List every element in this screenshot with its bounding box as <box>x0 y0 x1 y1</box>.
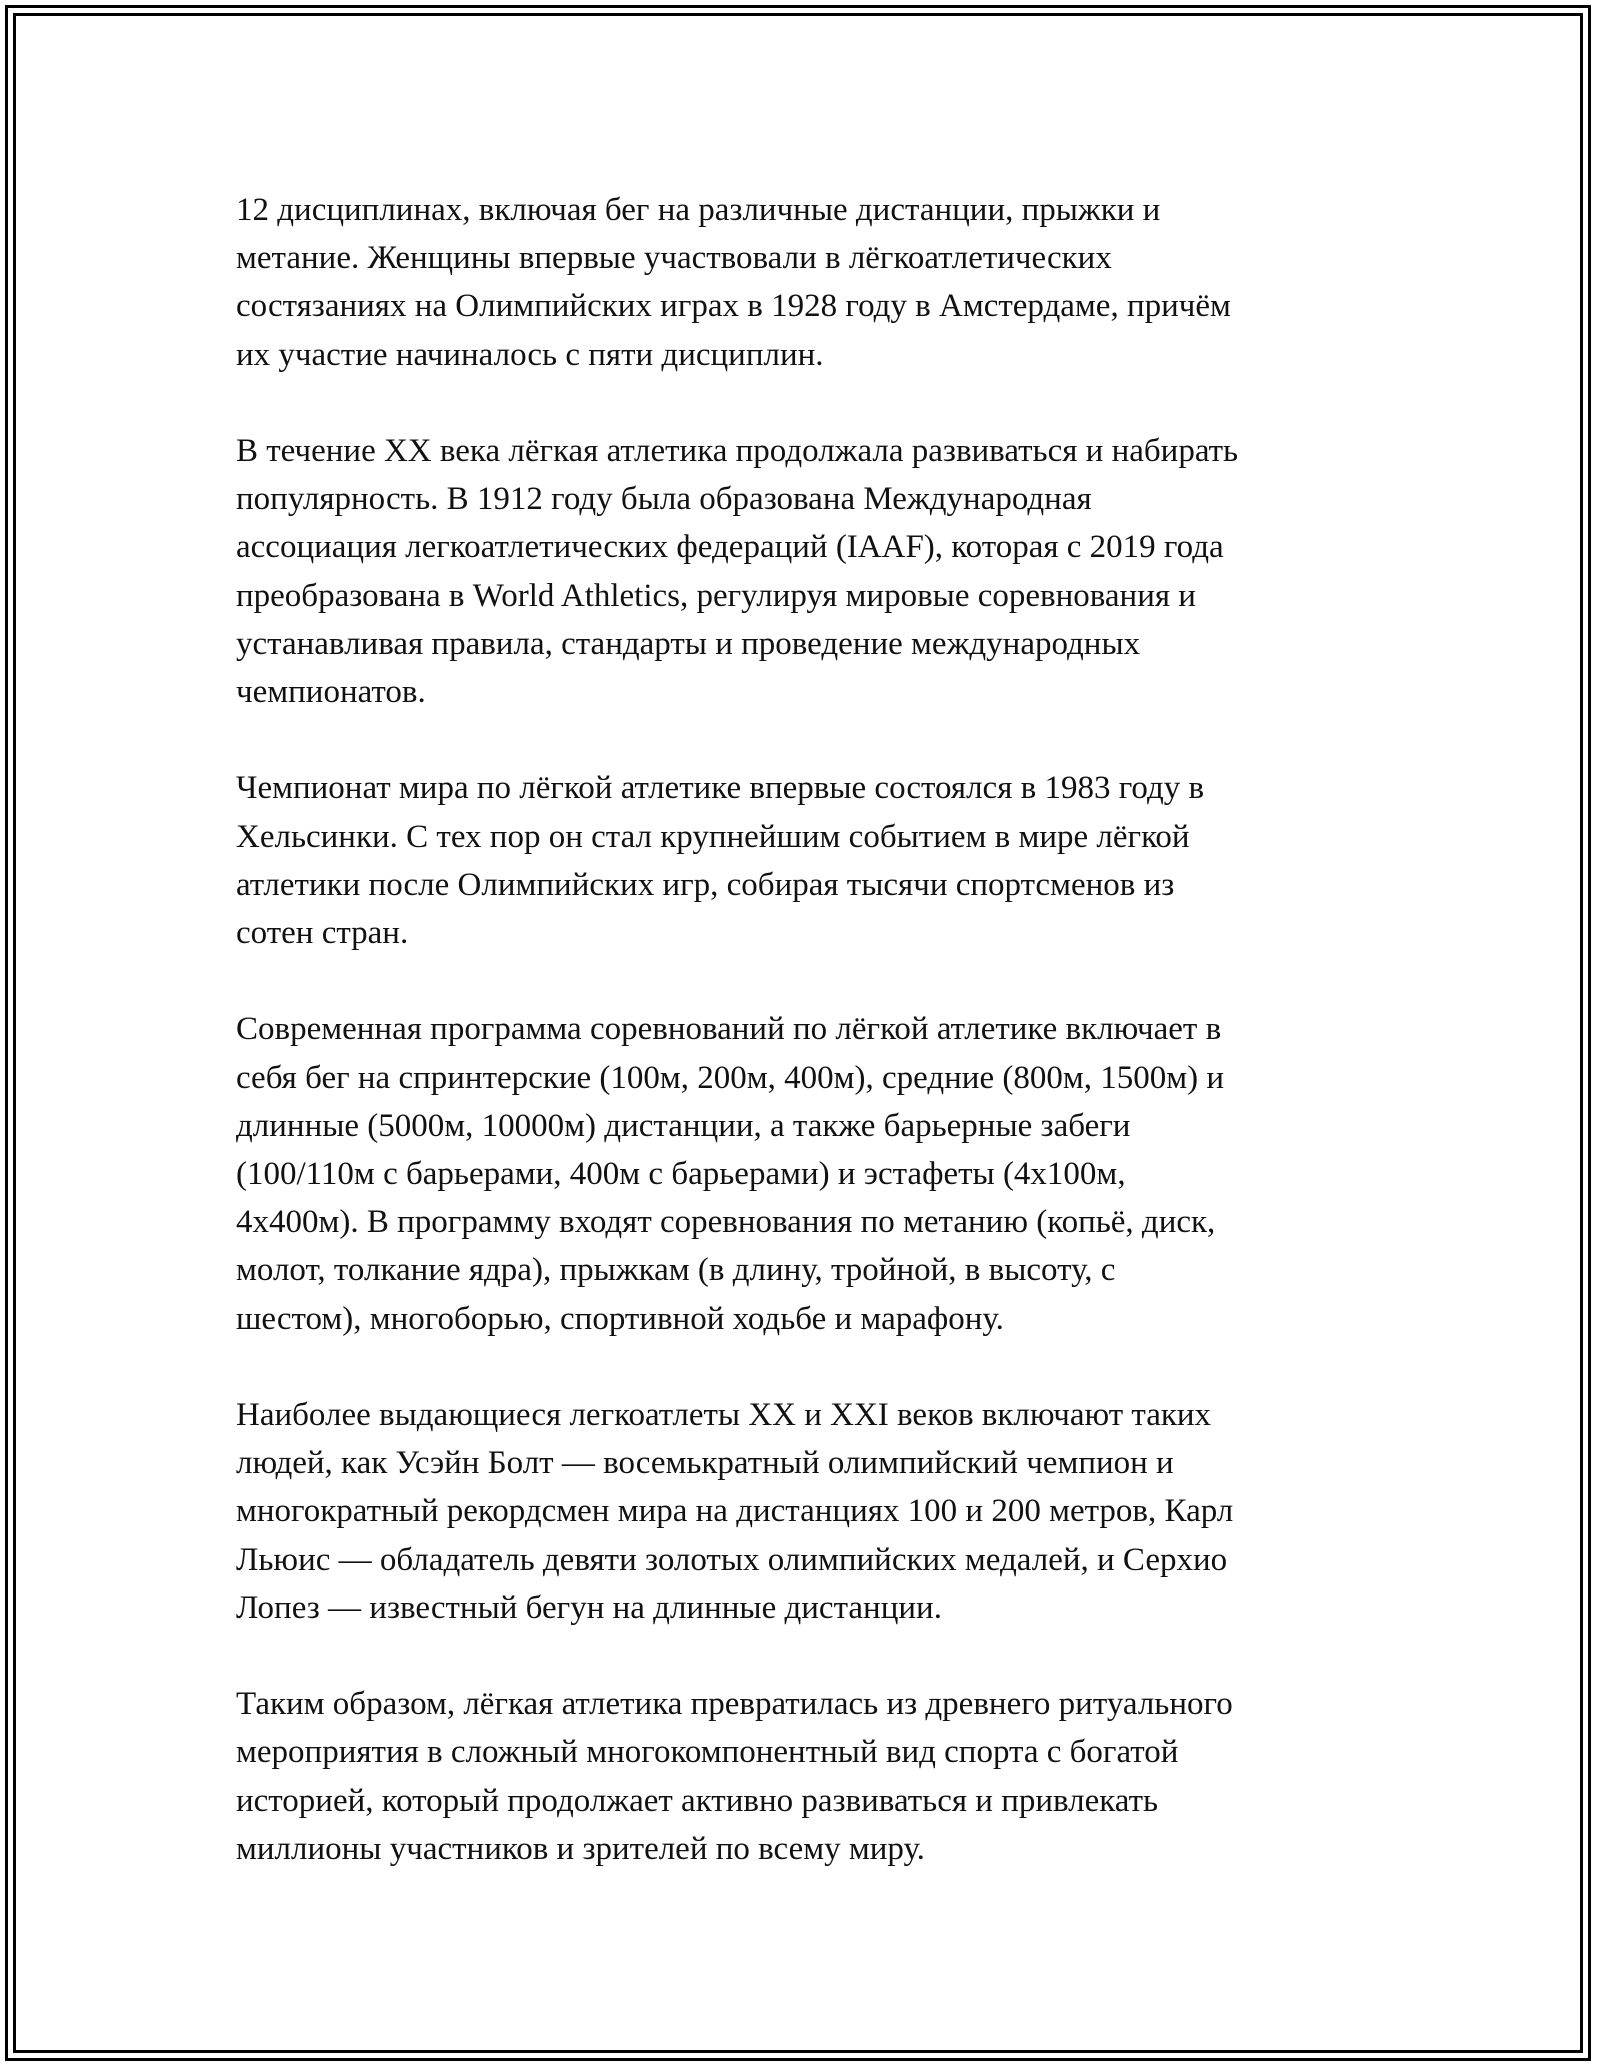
paragraph-1: 12 дисциплинах, включая бег на различные дистанции, прыжки и метание. Женщины впервые участвовали в лёгкоатлетических состязаниях на Олимпийских играх в 1928 году в Амстердаме, причём их участие начиналось с пяти дисциплин. <box>236 192 1231 373</box>
paragraph-5: Наиболее выдающиеся легкоатлеты XX и XXI веков включают таких людей, как Усэйн Болт — восемькратный олимпийский чемпион и многократный рекордсмен мира на дистанциях 100 и 200 метров, Карл Льюис — обладатель девяти золотых олимпийских медалей, и Серхио Лопез — известный бегун на длинные дистанции. <box>236 1397 1234 1626</box>
paragraph-4: Современная программа соревнований по лёгкой атлетике включает в себя бег на спринтерские (100м, 200м, 400м), средние (800м, 1500м) и длинные (5000м, 10000м) дистанции, а также барьерные забеги (100/110м с барьерами, 400м с барьерами) и эстафеты (4x100м, 4x400м). В программу входят соревнования по метанию (копьё, диск, молот, толкание ядра), прыжкам (в длину, тройной, в высоту, с шестом), многоборью, спортивной ходьбе и марафону. <box>236 1011 1225 1337</box>
paragraph-2: В течение XX века лёгкая атлетика продолжала развиваться и набирать популярность. В 1912 году была образована Международная ассоциация легкоатлетических федераций (IAAF), которая с 2019 года преобразована в World Athletics, регулируя мировые соревнования и устанавливая правила, стандарты и проведение международных чемпионатов. <box>236 433 1239 711</box>
paragraph-6: Таким образом, лёгкая атлетика превратилась из древнего ритуального мероприятия в сложный многокомпонентный вид спорта с богатой историей, который продолжает активно развиваться и привлекать миллионы участников и зрителей по всему миру. <box>236 1686 1233 1867</box>
paragraph-3: Чемпионат мира по лёгкой атлетике впервые состоялся в 1983 году в Хельсинки. С тех пор он стал крупнейшим событием в мире лёгкой атлетики после Олимпийских игр, собирая тысячи спортсменов из сотен стран. <box>236 770 1205 952</box>
document-body <box>236 186 1376 1873</box>
